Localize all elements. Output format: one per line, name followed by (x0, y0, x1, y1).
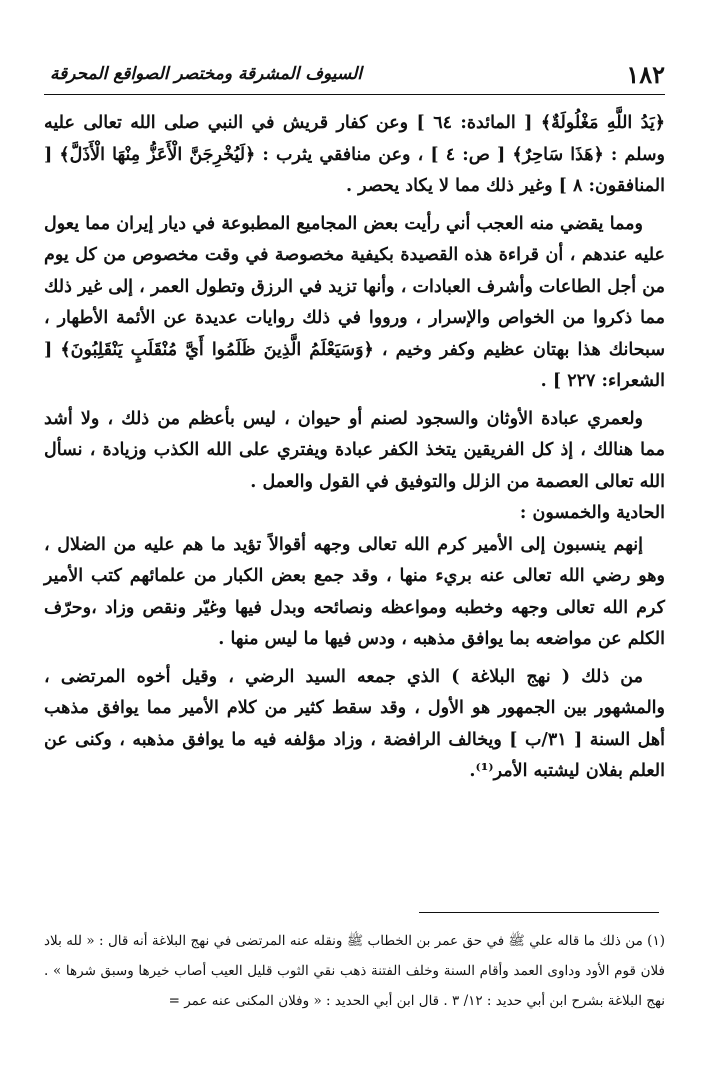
page-number: ١٨٢ (626, 60, 665, 89)
paragraph: إنهم ينسبون إلى الأمير كرم الله تعالى وجهه أقوالاً تؤيد ما هم عليه من الضلال ، وهو رضي الله تعالى عنه بريء منها ، وقد جمع بعض الكبار من علمائهم كتب الأمير كرم الله تعالى وجهه وخطبه ومواعظه ونصائحه وبدل فيها وغيّر ونقص وزاد ،وحرّف الكلم عن مواضعه بما يوافق مذهبه ، ودس فيها ما ليس منها . (44, 534, 665, 649)
paragraph: ولعمري عبادة الأوثان والسجود لصنم أو حيوان ، ليس بأعظم من ذلك ، ولا أشد مما هنالك ، إذ كل الفريقين يتخذ الكفر عبادة ويفتري على الله الكذب وزيادة ، نسأل الله تعالى العصمة من الزلل والتوفيق في القول والعمل . (44, 408, 665, 492)
paragraph: ﴿يَدُ اللَّهِ مَغْلُولَةٌ﴾ [ المائدة: ٦٤ ] وعن كفار قريش في النبي صلى الله تعالى عليه وسلم : ﴿هَذَا سَاحِرٌ﴾ [ ص: ٤ ] ، وعن منافقي يثرب : ﴿لَيُخْرِجَنَّ الْأَعَزُّ مِنْهَا الْأَذَلَّ﴾ [ المنافقون: ٨ ] وغير ذلك مما لا يكاد يحصر . (44, 113, 665, 196)
footnote: (١) من ذلك ما قاله علي ﷺ في حق عمر بن الخطاب ﷺ ونقله عنه المرتضى في نهج البلاغة أنه قال : « لله بلاد فلان قوم الأود وداوى العمد وأقام السنة وخلف الفتنة ذهب نقي الثوب قليل العيب أصاب خيرها وسبق شرها » . نهج البلاغة بشرح ابن أبي حديد : ١٢/ ٣ . قال ابن أبي الحديد : « وفلان المكنى عنه عمر = (44, 933, 665, 1009)
section-title: الحادية والخمسون : (519, 503, 665, 523)
footnotes (44, 926, 665, 1016)
running-title: السيوف المشرقة ومختصر الصواقع المحرقة (50, 64, 362, 84)
paragraph: من ذلك ( نهج البلاغة ) الذي جمعه السيد الرضي ، وقيل أخوه المرتضى ، والمشهور بين الجمهور هو الأول ، وقد سقط كثير من كلام الأمير مما يوافق مذهب أهل السنة [ ٣١/ب ] ويخالف الرافضة ، وزاد مؤلفه فيه ما يوافق مذهبه ، وكنى عن العلم بفلان ليشتبه الأمر⁽¹⁾. (44, 666, 665, 781)
footnote-rule (419, 912, 659, 913)
header-rule (44, 94, 665, 95)
page-header (44, 58, 665, 94)
paragraph: ومما يقضي منه العجب أني رأيت بعض المجاميع المطبوعة في ديار إيران مما يعول عليه عندهم ، أن قراءة هذه القصيدة بكيفية مخصوصة في وقت مخصوص من كل يوم من أجل الطاعات وأشرف العبادات ، وأنها تزيد في الرزق وتطول العمر ، إلى غير ذلك مما ذكروا من الخواص والإسرار ، ورووا في ذلك روايات عديدة عن الأئمة الأطهار ، سبحانك هذا بهتان عظيم وكفر وخيم ، ﴿وَسَيَعْلَمُ الَّذِينَ ظَلَمُوا أَيَّ مُنْقَلَبٍ يَنْقَلِبُونَ﴾ [ الشعراء: ٢٢٧ ] . (44, 213, 665, 391)
main-text (44, 108, 665, 788)
